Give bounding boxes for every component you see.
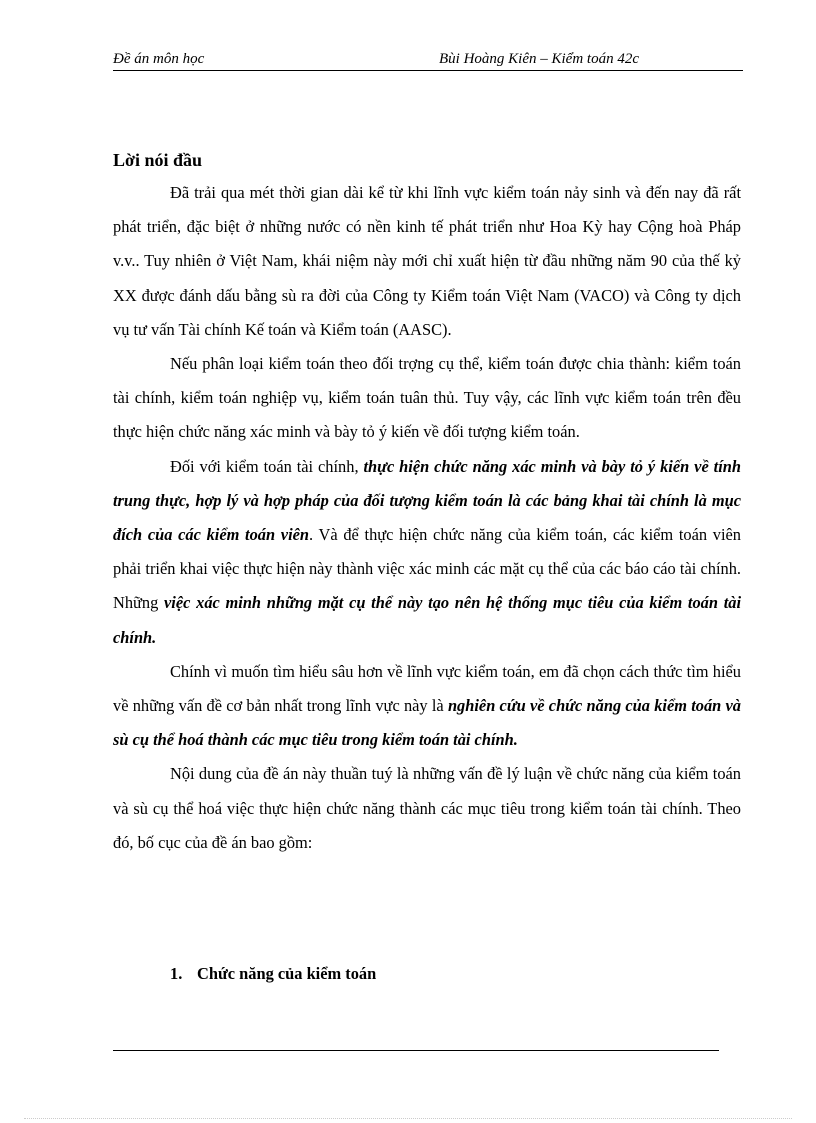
- paragraph: [113, 347, 741, 450]
- paragraph: [113, 450, 741, 655]
- list-item-number: 1.: [170, 964, 183, 983]
- page-edge: [24, 1118, 792, 1119]
- section-title: Lời nói đầu: [113, 150, 203, 170]
- emphasized-text: việc xác minh những mặt cụ thể này tạo nên hệ thống mục tiêu của kiểm toán tài chính.: [113, 593, 741, 647]
- paragraph: [113, 176, 741, 347]
- footer-divider: [113, 1050, 719, 1051]
- list-item-text: Chức năng của kiểm toán: [197, 964, 377, 983]
- paragraph-text: Đối với kiểm toán tài chính,: [170, 456, 364, 476]
- paragraph-text: Nếu phân loại kiểm toán theo đối trợng cụ thể, kiểm toán được chia thành: kiểm toán tài chính, kiểm toán nghiệp vụ, kiểm toán tuân thủ. Tuy vậy, các lĩnh vực kiểm toán trên đều thực hiện chức năng xác minh và bày tỏ ý kiến về đối tượng kiểm toán.: [113, 354, 741, 442]
- paragraph-text: . Và để thực hiện chức năng của kiểm toán, các kiểm toán viên phải triển khai việc thực hiện này thành việc xác minh các mặt cụ thể của các báo cáo tài chính. Những: [113, 525, 741, 613]
- paragraph-text: Đã trải qua mét thời gian dài kể từ khi lĩnh vực kiểm toán nảy sinh và đến nay đã rất phát triển, đặc biệt ở những nước có nền kinh tế phát triển như Hoa Kỳ hay Cộng hoà Pháp v.v.. Tuy nhiên ở Việt Nam, khái niệm này mới chỉ xuất hiện từ đầu những năm 90 của thế kỷ XX được đánh dấu bằng sù ra đời của Công ty Kiểm toán Việt Nam (VACO) và Công ty dịch vụ tư vấn Tài chính Kế toán và Kiểm toán (AASC).: [113, 183, 741, 339]
- header-course-label: Đề án môn học: [113, 51, 205, 67]
- header-author-label: Bùi Hoàng Kiên – Kiểm toán 42c: [439, 51, 639, 67]
- page-header: [113, 51, 743, 71]
- paragraph-text: Chính vì muốn tìm hiểu sâu hơn về lĩnh vực kiểm toán, em đã chọn cách thức tìm hiểu về những vấn đề cơ bản nhất trong lĩnh vực này là: [113, 661, 741, 716]
- list-item: [170, 964, 376, 984]
- emphasized-text: nghiên cứu về chức năng của kiểm toán và sù cụ thể hoá thành các mục tiêu trong kiểm toán tài chính.: [113, 696, 741, 750]
- paragraph: [113, 757, 741, 860]
- paragraph-text: Nội dung của đề án này thuần tuý là những vấn đề lý luận về chức năng của kiểm toán và sù cụ thể hoá việc thực hiện chức năng thành các mục tiêu trong kiểm toán tài chính. Theo đó, bố cục của đề án bao gồm:: [113, 764, 741, 852]
- emphasized-text: thực hiện chức năng xác minh và bày tỏ ý kiến về tính trung thực, hợp lý và hợp pháp của đối tượng kiểm toán là các bảng khai tài chính là mục đích của các kiểm toán viên: [113, 456, 741, 545]
- body-text: [113, 176, 741, 860]
- paragraph: [113, 655, 741, 758]
